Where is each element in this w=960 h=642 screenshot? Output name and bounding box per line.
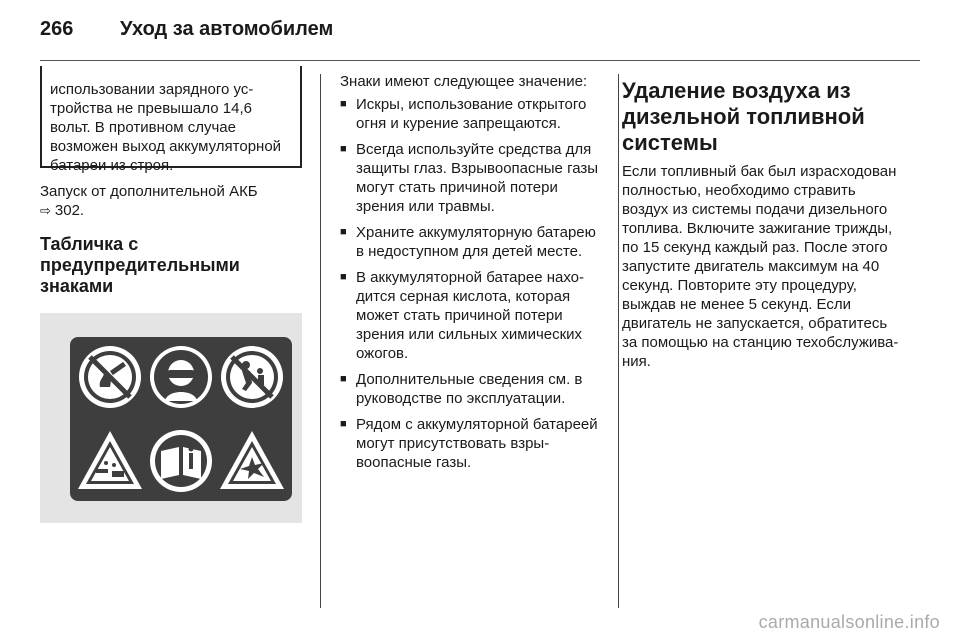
caution-note-box	[40, 66, 302, 174]
keep-from-children-icon	[218, 343, 286, 411]
bullet-square-icon: ■	[340, 98, 347, 110]
signs-intro: Знаки имеют следующее значение:	[340, 73, 588, 90]
jump-start-text: Запуск от дополнительной АКБ	[40, 183, 258, 200]
acid-warning-icon	[76, 427, 144, 495]
column-right	[622, 72, 904, 371]
column-divider	[618, 74, 619, 608]
page-reference-arrow-icon: ⇨	[40, 203, 51, 218]
list-item: ■ Храните аккумуляторную батарею в недоступном для детей месте.	[340, 224, 596, 260]
no-open-flame-icon	[76, 343, 144, 411]
warning-label-heading: Табличка с предупредительными знаками	[40, 234, 240, 296]
read-manual-icon	[147, 427, 215, 495]
bullet-square-icon: ■	[340, 373, 347, 385]
list-item: ■ Дополнительные сведения см. в руководстве по эксплуатации.	[340, 371, 583, 407]
column-divider	[320, 74, 321, 608]
list-item: ■ Искры, использование открытого огня и курение запрещаются.	[340, 96, 587, 132]
page-header	[40, 18, 920, 58]
caution-note-text: использовании зарядного устройства не превышало 14,6 вольт. В противном случае возможен выход аккумуляторной батареи из строя.	[50, 81, 282, 174]
bullet-square-icon: ■	[340, 143, 347, 155]
eye-protection-icon	[147, 343, 215, 411]
header-rule	[40, 60, 920, 61]
page-number: 266	[40, 18, 74, 40]
running-title: Уход за автомобилем	[120, 18, 334, 40]
list-item: ■ Всегда используйте средства для защиты глаз. Взрывоопасные газы могут стать причиной потери зрения или травмы.	[340, 141, 599, 215]
jump-start-paragraph	[40, 182, 302, 220]
section-heading: Удаление воздуха из дизельной топливной системы	[622, 78, 865, 155]
list-item: ■ Рядом с аккумуляторной батареей могут присутствовать взрывоопасные газы.	[340, 416, 598, 471]
warning-label-image	[40, 313, 302, 523]
bullet-square-icon: ■	[340, 226, 347, 238]
signs-meaning-list	[340, 95, 608, 472]
site-watermark: carmanualsonline.info	[758, 612, 940, 632]
jump-start-link[interactable]: 302.	[54, 202, 85, 219]
list-item: ■ В аккумуляторной батарее находится серная кислота, которая может стать причиной потери зрения или сильных химических ожогов.	[340, 269, 585, 362]
column-left	[40, 72, 302, 523]
bullet-square-icon: ■	[340, 271, 347, 283]
warning-label-board	[70, 337, 292, 501]
column-middle	[340, 72, 608, 479]
section-body: Если топливный бак был израсходован полностью, необходимо стравить воздух из системы подачи дизельного топлива. Включите зажигание трижды, по 15 секунд каждый раз. После этого запустите двигатель максимум на 40 секунд. Повторите эту процедуру, выждав не менее 5 секунд. Если двигатель не запускается, обратитесь за помощью на станцию техобслуживания.	[622, 163, 899, 370]
bullet-square-icon: ■	[340, 418, 347, 430]
explosion-warning-icon	[218, 427, 286, 495]
